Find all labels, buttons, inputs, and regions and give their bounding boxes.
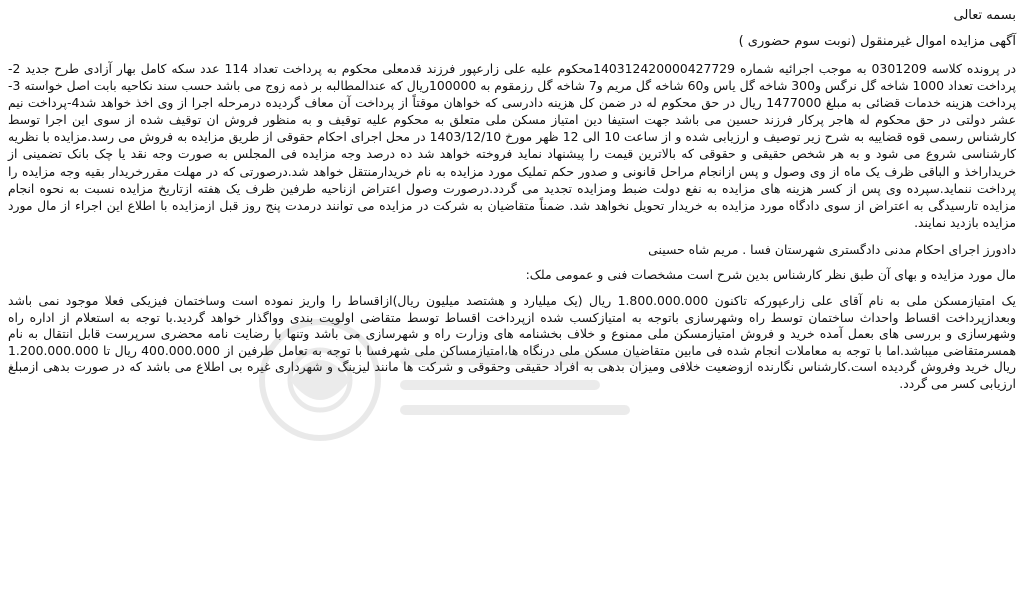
property-section-heading: مال مورد مزایده و بهای آن طبق نظر کارشناس بدین شرح است مشخصات فنی و عمومی ملک: (525, 266, 1016, 282)
notice-title: آگهی مزایده اموال غیرمنقول (نوبت سوم حضوری ) (738, 34, 1016, 49)
notice-body-paragraph: در پرونده کلاسه 0301209 به موجب اجرائیه شماره 140312420000427729محکوم علیه علی زارعپور فرزند قدمعلی محکوم به پرداخت تعداد 114 عدد سکه کامل بهار آزادی طرح جدید 2-پرداخت تعداد 1000 شاخه گل نرگس و300 شاخه گل یاس و60 شاخه گل مریم و7 شاخه گل رزمقوم به 100000ریال که عندالمطالبه بر ذمه زوج می باشد حسب سند نکاحیه بابت اصل خواسته 3-پرداخت هزینه خدمات قضائی به مبلغ 1477000 ریال در حق محکوم له در ضمن کل هزینه دادرسی که خواهان موقتاً از پرداخت آن معاف گردیده درمرحله اجرا از وی اخذ خواهد شد4-پرداخت نیم عشر دولتی در حق محکوم له هاجر پرکار فرزند حسین می باشد جهت استیفا دین امتیاز مسکن ملی متعلق به محکوم علیه توقیف و به منظور فروش ان توقیف شده از سوی این اجرا توسط کارشناس رسمی قوه قضاییه به شرح زیر توصیف و ارزیابی شده و از ساعت 10 الی 12 ظهر مورخ 1403/12/10 در محل اجرای احکام حقوقی از طریق مزایده به فروش می رسد.مزایده با نظریه کارشناسی شروع می شود و به هر شخص حقیقی و حقوقی که بالاترین قیمت را پیشنهاد نماید فروخته خواهد شد ده درصد وجه مزایده فی المجلس به صورت وجه نقد یا چک بانک تضمینی از خریداراخذ و الباقی ظرف یک ماه از وی وصول و پس ازانجام مراحل قانونی و صدور حکم تملیک مورد مزایده به نام خریدارمنتقل خواهد شد.درصورتی که در مهلت مقررخریدار بقیه وجه مزایده را پرداخت ننماید.سپرده وی پس از کسر هزینه های مزایده به نفع دولت ضبط ومزایده تجدید می گردد.درصورت وصول اعتراض ازناحیه طرفین ظرف یک هفته ازتاریخ مزایده نسبت به نحوه انجام مزایده تارسیدگی به اعتراض از سوی دادگاه مورد مزایده به خریدار تحویل نخواهد شد. ضمناً متقاضیان به شرکت در مزایده می توانند درمدت پنج روز قبل ازمزایده با اطلاع این اجراء از مال مورد مزایده بازدید نمایند. (8, 61, 1017, 230)
executor-signature-line: دادورز اجرای احکام مدنی دادگستری شهرستان فسا . مریم شاه حسینی (648, 241, 1016, 257)
property-description-paragraph: یک امتیازمسکن ملی به نام آقای علی زارعپورکه تاکنون 1.800.000.000 ریال (یک میلیارد و هشتصد میلیون ریال)ازاقساط را واریز نموده است وساختمان فیزیکی فعلا موجود نمی باشد وبعدازپرداخت اقساط واحداث ساختمان توسط راه وشهرسازی باتوجه به امتیازکسب شده ازپرداخت اقساط توسط متقاضی اولویت بندی وواگذار خواهد گردید.با توجه به استعلام از اداره راه وشهرسازی و بررسی های بعمل آمده خرید و فروش امتیازمسکن ملی ممنوع و خلاف بخشنامه های وزارت راه و شهرسازی می باشد وتنها با رضایت نامه محضری سرپرست قابل انتقال به نام همسرمتقاضی میباشد.اما با توجه به معاملات انجام شده فی مابین متقاضیان مسکن ملی درنگاه ها،امتیازمساکن ملی شهرفسا با توجه به تعامل طرفین از 400.000.000 ریال تا 1.200.000.000 ریال خرید وفروش گردیده است.کارشناس نگارنده ازوضعیت خلافی ومیزان بدهی به افراد حقیقی وحقوقی و شرکت ها مانند لیزینگ و شهرداری غیره بی اطلاع می باشد که در صورت بدهی ازمبلغ ارزیابی کسر می گردد. (8, 292, 1016, 391)
greeting-line: بسمه تعالی (953, 8, 1016, 23)
